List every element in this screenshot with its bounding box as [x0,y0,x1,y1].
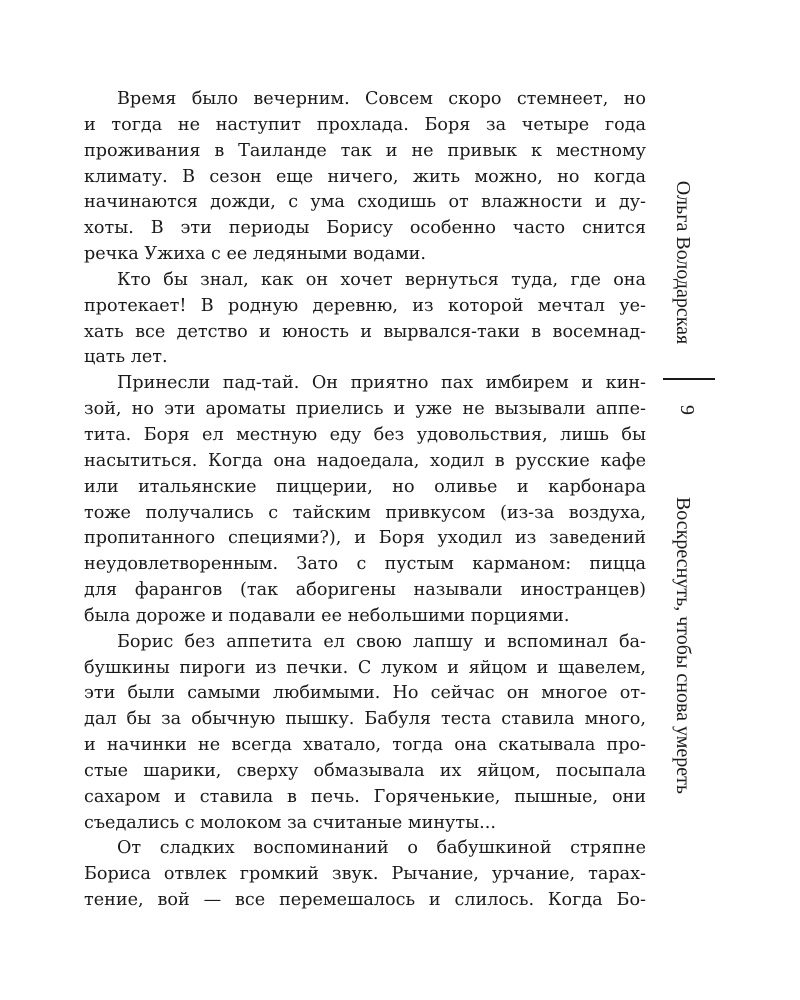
text-line: или итальянские пиццерии, но оливье и карбонара [84,476,646,497]
author-name: Ольга Володарская [672,180,694,345]
text-line: пропитанного специями?), и Боря уходил из заведений [84,528,646,549]
text-line: съедались с молоком за считаные минуты... [84,812,496,833]
text-line: бушкины пироги из печки. С луком и яйцом и щавелем, [84,657,646,678]
text-line: тоже получались с тайским привкусом (из-за воздуха, [84,502,646,523]
text-line: начинаются дожди, с ума сходишь от влажности и ду- [84,192,646,213]
running-head-title [668,448,698,843]
text-line: Борис без аппетита ел свою лапшу и вспоминал ба- [117,631,646,652]
text-line: эти были самыми любимыми. Но сейчас он многое от- [84,683,646,704]
text-line: цать лет. [84,347,168,368]
text-line: речка Ужиха с ее ледяными водами. [84,244,426,265]
text-line: тение, вой — все перемешалось и слилось. Когда Бо- [84,890,646,911]
page-number [672,395,702,425]
text-line: Принесли пад-тай. Он приятно пах имбирем и кин- [117,373,646,394]
text-line: зой, но эти ароматы приелись и уже не вызывали аппе- [84,399,646,420]
text-line: неудовлетворенным. Зато с пустым карманом: пицца [84,554,646,575]
text-line: стые шарики, сверху обмазывала их яйцом, посыпала [84,760,646,781]
text-line: насытиться. Когда она надоедала, ходил в русские кафе [84,450,646,471]
body-text [84,87,646,914]
text-line: Время было вечерним. Совсем скоро стемнеет, но [117,89,646,109]
text-line: сахаром и ставила в печь. Горяченькие, пышные, они [84,786,646,807]
text-line: хоты. В эти периоды Борису особенно часто снится [84,218,646,239]
text-line: была дороже и подавали ее небольшими порциями. [84,605,570,626]
book-title: Воскреснуть, чтобы снова умереть [672,496,694,795]
text-line: дал бы за обычную пышку. Бабуля теста ставила много, [84,709,646,730]
text-line: и начинки не всегда хватало, тогда она скатывала про- [84,735,646,756]
text-line: протекает! В родную деревню, из которой мечтал уе- [84,295,646,316]
text-line: От сладких воспоминаний о бабушкиной стряпне [117,838,646,859]
running-head-rule [663,378,715,380]
page-number-text: 9 [676,405,698,415]
text-line: климату. В сезон еще ничего, жить можно, но когда [84,166,646,187]
text-line: Кто бы знал, как он хочет вернуться туда, где она [117,269,646,290]
text-line: Бориса отвлек громкий звук. Рычание, урчание, тарах- [84,864,646,885]
running-head-author [668,170,698,355]
text-line: для фарангов (так аборигены называли иностранцев) [84,580,646,601]
text-line: хать все детство и юность и вырвался-таки в восемнад- [84,321,646,342]
text-line: проживания в Таиланде так и не привык к местному [84,140,646,161]
text-line: тита. Боря ел местную еду без удовольствия, лишь бы [84,424,646,445]
text-line: и тогда не наступит прохлада. Боря за четыре года [84,114,646,135]
